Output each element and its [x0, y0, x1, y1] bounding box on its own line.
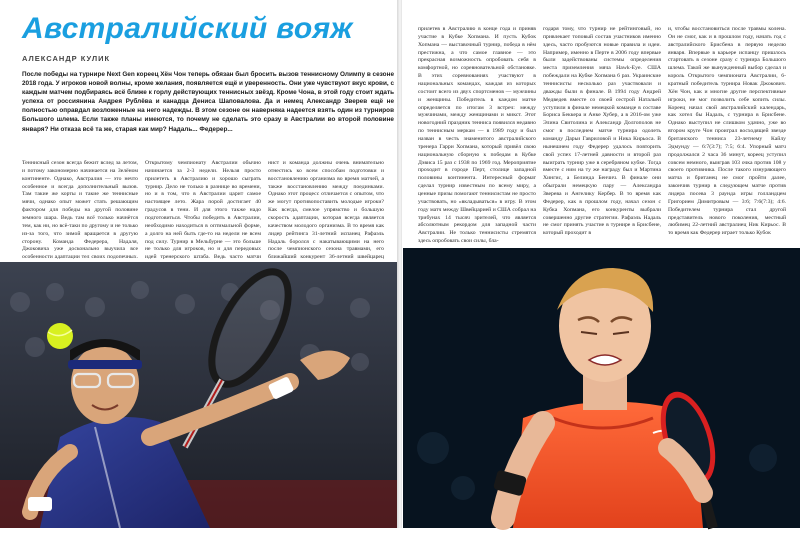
body-column-right-1: прилетев в Австралию в конце года и приняв участие в Кубке Хопмана. И пусть Кубок Хопмана — выставочный турнир, победа в нём престижна, а что самое главное — это прекрасная возможность опробовать себя в комфортной, но соревновательной обстановке. В этих соревнованиях участвуют в национальных командах, каждая из которых состоит всего из двух спортсменов — мужчины и женщины. Победитель в каждом матче определяется по итогам 3 встреч: между мужчинами, между женщинами и микст. Этот новогодний праздник тенниса появился недавно по теннисным меркам — в 1989 году и был назван в честь знаменитого австралийского тренера Гарри Хопмана, который привёл свою национальную сборную к победам в Кубке Дэвиса 15 раз с 1938 по 1969 год. Мероприятие проходит в городе Перт, столице западной половины континента. Интересный формат сделал турнир известным по всему миру, а ценные призы помогают теннисистам не просто участвовать, но «вкладываться» в игру. В этом году матч между Швейцарией и США собрал на трибунах 14 тысяч зрителей, что является абсолютным рекордом для западной части Австралии. Не только теннисисты стремятся здесь опробовать свои силы, бла- [418, 26, 536, 245]
photo-right-illustration [403, 248, 800, 528]
body-column-left-1: Теннисный сезон всегда бежит вслед за летом, и потому закономерно начинается на Зелёном континенте. Однако, Австралия — это нечто особенное и всегда дополнительный вызов. Там такие же корты и такие же теннисные мячи, однако опыт может стать решающим фактором для победы на другой половине земного шара. Ведь там всё только начнётся тем, как ни, но всё-таки по другому и не только из-за того, что зимой вращается в другую сторону. Команда Федерера, Надаля, Джоковича уже досконально выучила все особенности адаптации тел своих подопечных. [22, 160, 138, 261]
body-column-right-3: и, чтобы восстановиться после травмы колена. Он не смог, как и в прошлом году, начать год с австралийского Брисбена в первую неделю января. Впервые в карьере испанцу пришлось стартовать в сезоне сразу с турнира Большого шлема. Такой же вынужденный выбор сделал и король Открытого чемпионата Австралии, 6-кратный победитель турнира Новак Джокович. Хён Чон, как и многие другие перспективные игроки, не мог позволить себе копить силы. Кореец начал свой австралийский календарь, как хотел бы Надаль, с турнира в Брисбене. Однако выступил не слишком удачно, уже во втором круге Чон проиграл восходящей звезде британского тенниса 23-летнему Кайлу Эдмунду — 6:7(3:7); 7:5; 6:4. Упорный матч продолжался 2 часа 36 минут, кореец уступил совсем немного, выиграв 103 очка против 108 у своего противника. После такого изнуряющего матча и британец не смог пройти далее, закончив турнир в следующем матче против лидера посева 3 раунда игры голландцем Григорием Димитровым — 3:6; 7:6(7:3); 4:6. Победителем турнира стал другой представитель нового поколения, местный любимец 22-летний австралиец Ник Кирьос. В то время как Федерер играет только Кубок [668, 26, 786, 237]
article-title: Австралийский вояж [22, 12, 353, 45]
author-byline: АЛЕКСАНДР КУЛИК [22, 54, 111, 63]
photo-hyeon-chung [0, 262, 397, 528]
left-page [0, 0, 398, 528]
body-column-left-3: нист и команда должны очень внимательно отнестись ко всем способам подготовки и восстановлению организма во время матчей, а также восстановлению между поединками. Однако этот процесс отличается с опытом, что же могут противопоставить молодые игроки? Как всегда, смелое упрямство и большую скорость адаптации, которая всегда является качеством молодого организма. В то время как лидер рейтинга 31-летний испанец Рафаэль Надаль боролся с накатывающими на него после чемпионского сезона травмами, его ближайший конкурент 36-летний швейцарец [268, 160, 384, 261]
body-column-right-2: годаря тому, что турнир не рейтинговый, но привлекает топовый состав участников именно здесь, часто пробуются новые правила и идеи. Например, именно в Перте в 2006 году впервые были задействованы системы определения места приземления мяча Hawk-Eye. США побеждали на Кубке Хопмана 6 раз. Украинские теннисисты несколько раз участвовали и дважды были в финале. В 1994 году Андрей Медведев вместе со своей сестрой Натальей уступили в финале немецкой команде в составе Бориса Беккера и Анке Хубер, а в 2016-ом уже Элина Свитолина и Александр Долгополов не смог в последнем матче турнира одолеть команду Дарьи Гавриловой и Ника Кирьоса. В нынешнем году Федерер удалось повторить свой успех 17-летней давности и второй раз выиграть турнир уже в серебряном кубке. Тогда вместе с ним на ту же награду был и Мартина Хингис, а Белинда Бенчич. В финале они обыграли немецкую пару — Александра Зверева и Ангелику Кербер. В то время как Федерер, как в прошлом году, начал сезон с Кубка Хопмана, его конкуренты выбрали совершенно другие стратегии. Рафаэль Надаль не смог принять участие в турнире в Брисбене, который проходит в [543, 26, 661, 237]
lead-paragraph: После победы на турнире Next Gen кореец Хён Чон теперь обязан был бросить вызов теннисному Олимпу в сезоне 2018 года. У игроков новой волны, кроме желания, появляется ещё и уверенность. Они уже чувствуют вкус крови, с каждым матчем подбираясь всё ближе к горлу действующих теннисных звёзд. Кроме Чона, в этой году стоит ждать успеха от россиянина Андрея Рублёва и канадца Дениса Шаповалова. Да и немец Александр Зверев ещё не полностью оправдал возложенные на него надежды. В этом сезоне он наверняка надеется взять один из турниров Большого шлема. Если также планы имеются, то почему не сделать это сразу в Австралии во второй половине января? Ни отказа всё та же, старая как мир? Надаль... Федерер... [22, 71, 394, 133]
photo-left-illustration [0, 262, 397, 528]
body-column-left-2: Открытому чемпионату Австралии обычно начинается за 2-3 недели. Нельзя просто прилететь в Австралию и хорошо сыграть турнир. Дело не только в разнице во времени, но и в том, что в Австралии царит самое настоящее лето. Жара порой достигает 40 градусов в тени. И для этого также надо подготовиться. Чтобы победить в Австралии, необходимо находиться в оптимальной форме, а долго на ней быть где-то на недели не всем под силу. Турнир в Мельбурне — это больше не только для игроков, но и для передовых идей тренерского штаба. Ведь часто матчи [145, 160, 261, 261]
photo-kyle-edmund [403, 248, 800, 528]
